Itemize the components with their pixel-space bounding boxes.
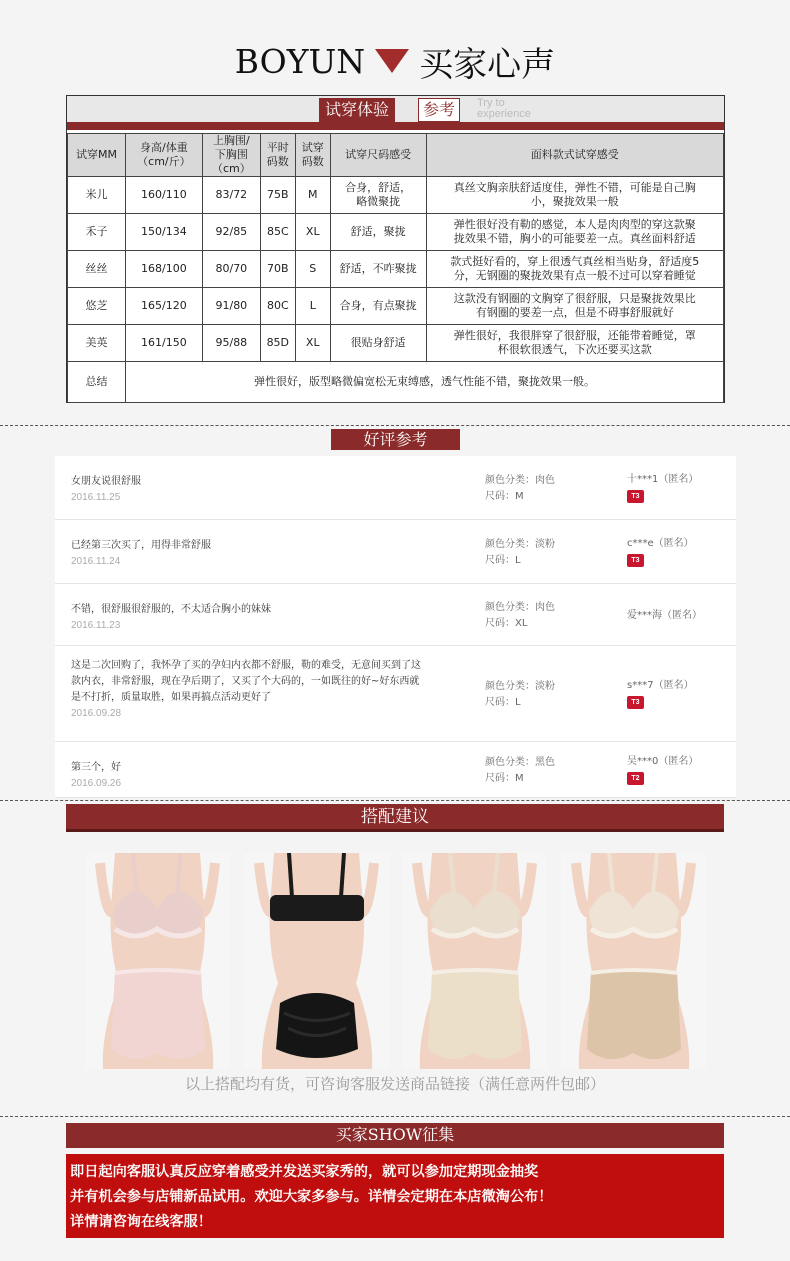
review-size: 尺码：M xyxy=(485,773,524,784)
list-item xyxy=(55,520,736,584)
table-cell-name: 米儿 xyxy=(68,177,126,214)
review-date: 2016.11.23 xyxy=(71,620,121,631)
table-row xyxy=(68,325,724,362)
brand-header xyxy=(0,38,790,84)
list-item xyxy=(55,742,736,798)
table-cell-hw: 160/110 xyxy=(125,177,202,214)
match-note: 以上搭配均有货，可咨询客服发送商品链接（满任意两件包邮） xyxy=(184,1075,605,1093)
summary-text: 弹性很好，版型略微偏宽松无束缚感，透气性能不错，聚拢效果一般。 xyxy=(125,362,723,403)
product-photo xyxy=(561,853,706,1069)
table-cell-chest: 91/80 xyxy=(202,288,260,325)
tmall-level-badge: T3 xyxy=(627,490,644,503)
table-cell-feel: 这款没有钢圈的文胸穿了很舒服，只是聚拢效果比 有钢圈的要差一点，但是不碍事舒服就好 xyxy=(426,288,723,325)
tmall-level-badge: T2 xyxy=(627,772,644,785)
list-item xyxy=(55,646,736,742)
trial-title-en xyxy=(477,98,531,120)
review-text: 不错，很舒服很舒服的，不太适合胸小的妹妹 xyxy=(71,604,271,615)
show-notice xyxy=(66,1154,724,1238)
table-cell-hw: 161/150 xyxy=(125,325,202,362)
table-cell-chest: 92/85 xyxy=(202,214,260,251)
trial-table-header xyxy=(68,134,724,177)
brand-name: BOYUN xyxy=(234,41,366,81)
table-cell-chest: 95/88 xyxy=(202,325,260,362)
product-photo xyxy=(85,853,230,1069)
divider xyxy=(0,425,790,426)
reviewer-name: 吴***0（匿名） xyxy=(627,756,699,767)
table-cell-fit: 很贴身舒适 xyxy=(330,325,426,362)
product-photo xyxy=(244,853,389,1069)
reviews-title: 好评参考 xyxy=(331,429,460,450)
review-color: 颜色分类：淡粉 xyxy=(485,539,555,550)
product-photo xyxy=(402,853,547,1069)
reviewer-name: c***e（匿名） xyxy=(627,538,694,549)
table-cell-size: XL xyxy=(295,214,330,251)
table-cell-feel: 款式挺好看的，穿上很透气真丝相当贴身，舒适度5 分，无钢圈的聚拢效果有点一般不过可以穿着睡觉 xyxy=(426,251,723,288)
table-cell-usual: 75B xyxy=(260,177,295,214)
table-cell-chest: 83/72 xyxy=(202,177,260,214)
table-cell-size: M xyxy=(295,177,330,214)
table-cell-name: 禾子 xyxy=(68,214,126,251)
review-text: 这是二次回购了，我怀孕了买的孕妇内衣都不舒服，勒的难受，无意间买到了这 款内衣，非常舒服，现在孕后期了，又买了个大码的，一如既往的好~好东西就 是不打折，质量取胜，如果再搞点活动更好了 xyxy=(71,660,421,703)
column-header: 面料款式试穿感受 xyxy=(426,134,723,177)
trial-table-body xyxy=(68,177,724,403)
table-cell-hw: 165/120 xyxy=(125,288,202,325)
review-size: 尺码：M xyxy=(485,491,524,502)
table-cell-fit: 舒适，聚拢 xyxy=(330,214,426,251)
table-row xyxy=(68,288,724,325)
table-row xyxy=(68,177,724,214)
review-color: 颜色分类：黑色 xyxy=(485,757,555,768)
table-cell-name: 丝丝 xyxy=(68,251,126,288)
column-header: 试穿 码数 xyxy=(295,134,330,177)
review-color: 颜色分类：淡粉 xyxy=(485,681,555,692)
show-line: 并有机会参与店铺新品试用。欢迎大家多参与。详情会定期在本店微淘公布！ xyxy=(70,1189,553,1205)
trial-header-bar xyxy=(67,122,724,130)
trial-header-strip xyxy=(67,96,724,122)
table-row xyxy=(68,214,724,251)
table-cell-name: 美英 xyxy=(68,325,126,362)
column-header: 试穿MM xyxy=(68,134,126,177)
divider xyxy=(0,1116,790,1117)
table-cell-usual: 70B xyxy=(260,251,295,288)
show-line: 即日起向客服认真反应穿着感受并发送买家秀的，就可以参加定期现金抽奖 xyxy=(70,1164,539,1180)
review-size: 尺码：L xyxy=(485,555,521,566)
review-size: 尺码：L xyxy=(485,697,521,708)
tmall-level-badge: T3 xyxy=(627,696,644,709)
table-cell-name: 悠芝 xyxy=(68,288,126,325)
review-color: 颜色分类：肉色 xyxy=(485,475,555,486)
list-item xyxy=(55,456,736,520)
tmall-level-badge: T3 xyxy=(627,554,644,567)
table-row xyxy=(68,251,724,288)
reviewer-name: 十***1（匿名） xyxy=(627,474,699,485)
divider xyxy=(0,800,790,801)
review-text: 第三个，好 xyxy=(71,762,121,773)
review-text: 女朋友说很舒服 xyxy=(71,476,141,487)
match-title: 搭配建议 xyxy=(66,804,724,832)
summary-row xyxy=(68,362,724,403)
summary-label: 总结 xyxy=(68,362,126,403)
table-cell-feel: 弹性很好，我很胖穿了很舒服，还能带着睡觉，罩 杯很软很透气，下次还要买这款 xyxy=(426,325,723,362)
table-cell-hw: 168/100 xyxy=(125,251,202,288)
column-header: 身高/体重 （cm/斤） xyxy=(125,134,202,177)
table-cell-fit: 舒适，不咋聚拢 xyxy=(330,251,426,288)
column-header: 上胸围/ 下胸围 （cm） xyxy=(202,134,260,177)
trial-title-en-line1: Try to xyxy=(477,97,505,109)
review-text: 已经第三次买了，用得非常舒服 xyxy=(71,540,211,551)
review-date: 2016.09.26 xyxy=(71,778,122,789)
table-cell-size: XL xyxy=(295,325,330,362)
show-line: 详情请咨询在线客服！ xyxy=(70,1214,212,1230)
trial-title-ref: 参考 xyxy=(418,98,460,122)
column-header: 平时 码数 xyxy=(260,134,295,177)
table-cell-size: S xyxy=(295,251,330,288)
trial-title: 试穿体验 xyxy=(319,98,395,122)
table-cell-feel: 真丝文胸亲肤舒适度佳，弹性不错，可能是自己胸 小，聚拢效果一般 xyxy=(426,177,723,214)
table-cell-chest: 80/70 xyxy=(202,251,260,288)
table-cell-fit: 合身，有点聚拢 xyxy=(330,288,426,325)
triangle-down-icon xyxy=(375,49,409,73)
list-item xyxy=(55,584,736,646)
trial-table xyxy=(67,133,724,403)
table-cell-usual: 85D xyxy=(260,325,295,362)
reviewer-name: 爱***海（匿名） xyxy=(627,610,702,621)
review-date: 2016.09.28 xyxy=(71,708,122,719)
reviews-list xyxy=(55,456,736,798)
trial-panel xyxy=(66,95,725,403)
review-color: 颜色分类：肉色 xyxy=(485,602,555,613)
table-cell-hw: 150/134 xyxy=(125,214,202,251)
show-title: 买家SHOW征集 xyxy=(66,1123,724,1148)
review-size: 尺码：XL xyxy=(485,618,528,629)
table-cell-fit: 合身，舒适， 略微聚拢 xyxy=(330,177,426,214)
column-header: 试穿尺码感受 xyxy=(330,134,426,177)
table-cell-usual: 80C xyxy=(260,288,295,325)
table-cell-feel: 弹性很好没有勒的感觉，本人是肉肉型的穿这款聚 拢效果不错，胸小的可能要差一点。真丝面料舒适 xyxy=(426,214,723,251)
table-cell-usual: 85C xyxy=(260,214,295,251)
table-cell-size: L xyxy=(295,288,330,325)
review-date: 2016.11.25 xyxy=(71,492,121,503)
trial-title-en-line2: experience xyxy=(477,108,531,120)
review-date: 2016.11.24 xyxy=(71,556,121,567)
page-title: 买家心声 xyxy=(419,44,556,85)
reviewer-name: s***7（匿名） xyxy=(627,680,694,691)
